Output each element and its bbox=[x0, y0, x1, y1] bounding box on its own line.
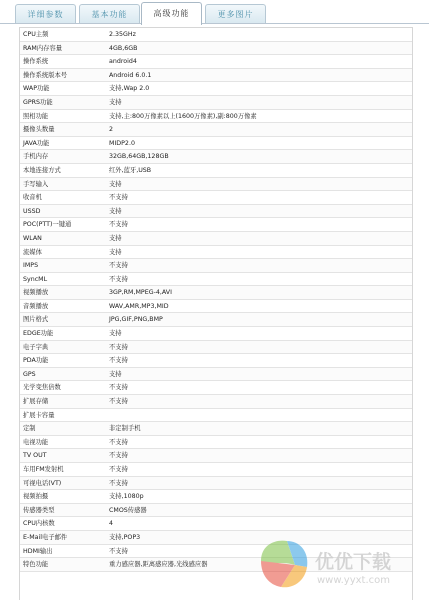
spec-label: IMPS bbox=[23, 262, 39, 270]
spec-label: 手写输入 bbox=[23, 180, 49, 188]
spec-value: 3GP,RM,MPEG-4,AVI bbox=[109, 289, 172, 297]
spec-label: 电视功能 bbox=[23, 438, 49, 446]
spec-value: android4 bbox=[109, 58, 137, 66]
spec-value: 不支持 bbox=[109, 547, 128, 555]
spec-row bbox=[20, 286, 412, 300]
spec-label: 扩展卡容量 bbox=[23, 411, 55, 419]
spec-row bbox=[20, 313, 412, 327]
tab-advanced-functions[interactable]: 高级功能 bbox=[141, 2, 202, 25]
spec-row bbox=[20, 55, 412, 69]
spec-label: CPU内核数 bbox=[23, 520, 55, 528]
spec-row bbox=[20, 341, 412, 355]
spec-label: 音频播放 bbox=[23, 302, 49, 310]
spec-label: 定制 bbox=[23, 425, 36, 433]
spec-value: 支持 bbox=[109, 248, 122, 256]
spec-label: PDA功能 bbox=[23, 357, 49, 365]
spec-row bbox=[20, 28, 412, 42]
spec-label: 图片格式 bbox=[23, 316, 49, 324]
tab-more-images[interactable]: 更多图片 bbox=[205, 4, 266, 24]
spec-label: WAP功能 bbox=[23, 85, 50, 93]
spec-label: 车用FM发射机 bbox=[23, 466, 64, 473]
svg-text:优优下载: 优优下载 bbox=[315, 551, 392, 573]
spec-table bbox=[19, 27, 413, 600]
spec-value: 2 bbox=[109, 126, 114, 134]
spec-value: 红外,蓝牙,USB bbox=[109, 166, 152, 174]
spec-row bbox=[20, 449, 412, 463]
spec-label: 收音机 bbox=[23, 194, 42, 202]
spec-label: GPS bbox=[23, 370, 36, 378]
spec-row bbox=[20, 422, 412, 436]
spec-label: POC(PTT)一键通 bbox=[23, 221, 72, 229]
spec-value: 不支持 bbox=[109, 479, 128, 487]
spec-row bbox=[20, 191, 412, 205]
spec-label: EDGE功能 bbox=[23, 330, 54, 338]
spec-row bbox=[20, 368, 412, 382]
watermark bbox=[257, 531, 429, 602]
spec-value: 不支持 bbox=[109, 438, 128, 446]
spec-label: 照相功能 bbox=[23, 112, 49, 120]
spec-value: 支持,POP3 bbox=[109, 533, 141, 541]
spec-value: 支持 bbox=[109, 330, 122, 338]
spec-row bbox=[20, 232, 412, 246]
spec-row bbox=[20, 96, 412, 110]
svg-text:www.yyxt.com: www.yyxt.com bbox=[317, 575, 391, 586]
spec-value: 支持 bbox=[109, 207, 122, 215]
spec-value: 支持 bbox=[109, 180, 122, 188]
spec-row bbox=[20, 246, 412, 260]
spec-row bbox=[20, 69, 412, 83]
spec-value: 不支持 bbox=[109, 221, 128, 229]
spec-label: 传感器类型 bbox=[23, 506, 55, 514]
spec-value: MIDP2.0 bbox=[109, 139, 135, 147]
spec-row bbox=[20, 504, 412, 518]
spec-value: 32GB,64GB,128GB bbox=[109, 153, 169, 161]
spec-label: TV OUT bbox=[23, 452, 47, 460]
spec-value: 支持 bbox=[109, 98, 122, 106]
spec-row bbox=[20, 110, 412, 124]
spec-label: 特色功能 bbox=[23, 561, 49, 569]
spec-row bbox=[20, 82, 412, 96]
spec-value: 重力感应器,距离感应器,光线感应器 bbox=[109, 561, 208, 569]
spec-value: 支持 bbox=[109, 234, 122, 242]
spec-label: RAM内存容量 bbox=[23, 44, 63, 52]
spec-value bbox=[107, 409, 412, 422]
spec-value: 不支持 bbox=[109, 384, 128, 392]
spec-label: 电子字典 bbox=[23, 343, 49, 351]
spec-row bbox=[20, 300, 412, 314]
spec-value: 支持,1080p bbox=[109, 493, 144, 501]
spec-label: 视频拍摄 bbox=[23, 493, 49, 501]
spec-row bbox=[20, 490, 412, 504]
spec-label: E-Mail电子邮件 bbox=[23, 533, 68, 541]
spec-label: HDMI输出 bbox=[23, 547, 53, 555]
spec-label: GPRS功能 bbox=[23, 98, 53, 106]
spec-row bbox=[20, 463, 412, 477]
spec-value: 不支持 bbox=[109, 343, 128, 351]
spec-row bbox=[20, 178, 412, 192]
spec-row bbox=[20, 164, 412, 178]
spec-value: CMOS传感器 bbox=[109, 506, 147, 514]
spec-row bbox=[20, 218, 412, 232]
spec-label: 手机内存 bbox=[23, 153, 49, 161]
spec-row bbox=[20, 354, 412, 368]
spec-value: 不支持 bbox=[109, 275, 128, 283]
spec-value: 支持,主:800万像素以上(1600万像素),副:800万像素 bbox=[109, 112, 257, 120]
spec-value: 不支持 bbox=[109, 194, 128, 202]
spec-value: 不支持 bbox=[109, 466, 128, 473]
spec-value: 不支持 bbox=[109, 398, 128, 406]
spec-label: 光学变焦倍数 bbox=[23, 384, 61, 392]
spec-row bbox=[20, 381, 412, 395]
spec-row bbox=[20, 327, 412, 341]
tab-basic-functions[interactable]: 基本功能 bbox=[79, 4, 140, 24]
spec-value: WAV,AMR,MP3,MID bbox=[109, 302, 169, 310]
spec-row bbox=[20, 273, 412, 287]
spec-row bbox=[20, 409, 412, 423]
spec-label: 操作系统版本号 bbox=[23, 71, 68, 79]
spec-value: 不支持 bbox=[109, 357, 128, 365]
spec-row bbox=[20, 123, 412, 137]
spec-row bbox=[20, 436, 412, 450]
tab-bar bbox=[0, 0, 429, 24]
spec-value: 4 bbox=[109, 520, 114, 528]
spec-value: 支持 bbox=[109, 370, 122, 378]
spec-label: SyncML bbox=[23, 275, 48, 283]
spec-value: 支持,Wap 2.0 bbox=[109, 85, 150, 93]
spec-label: CPU主频 bbox=[23, 31, 49, 38]
spec-label: 可视电话(VT) bbox=[23, 479, 62, 487]
spec-row bbox=[20, 42, 412, 56]
spec-row bbox=[20, 259, 412, 273]
spec-row bbox=[20, 517, 412, 531]
spec-label: 本地连接方式 bbox=[23, 166, 61, 174]
spec-row bbox=[20, 205, 412, 219]
spec-label: USSD bbox=[23, 207, 41, 215]
spec-value: 不支持 bbox=[109, 452, 128, 460]
spec-label: JAVA功能 bbox=[23, 139, 50, 147]
spec-row bbox=[20, 477, 412, 491]
spec-value: 非定制手机 bbox=[109, 425, 141, 433]
spec-row bbox=[20, 395, 412, 409]
spec-label: 流媒体 bbox=[23, 248, 42, 256]
spec-value: Android 6.0.1 bbox=[109, 71, 152, 79]
spec-value: JPG,GIF,PNG,BMP bbox=[109, 316, 163, 324]
spec-label: 操作系统 bbox=[23, 58, 49, 66]
spec-row bbox=[20, 137, 412, 151]
spec-value: 不支持 bbox=[109, 262, 128, 270]
spec-label: 视频播放 bbox=[23, 289, 49, 297]
spec-value: 4GB,6GB bbox=[109, 44, 138, 52]
spec-value: 2.35GHz bbox=[109, 31, 136, 38]
spec-row bbox=[20, 150, 412, 164]
watermark-logo-icon bbox=[257, 531, 429, 602]
spec-label: 摄像头数量 bbox=[23, 126, 55, 134]
tab-detail-params[interactable]: 详细参数 bbox=[15, 4, 76, 24]
spec-label: 扩展存储 bbox=[23, 398, 49, 406]
spec-label: WLAN bbox=[23, 234, 42, 242]
